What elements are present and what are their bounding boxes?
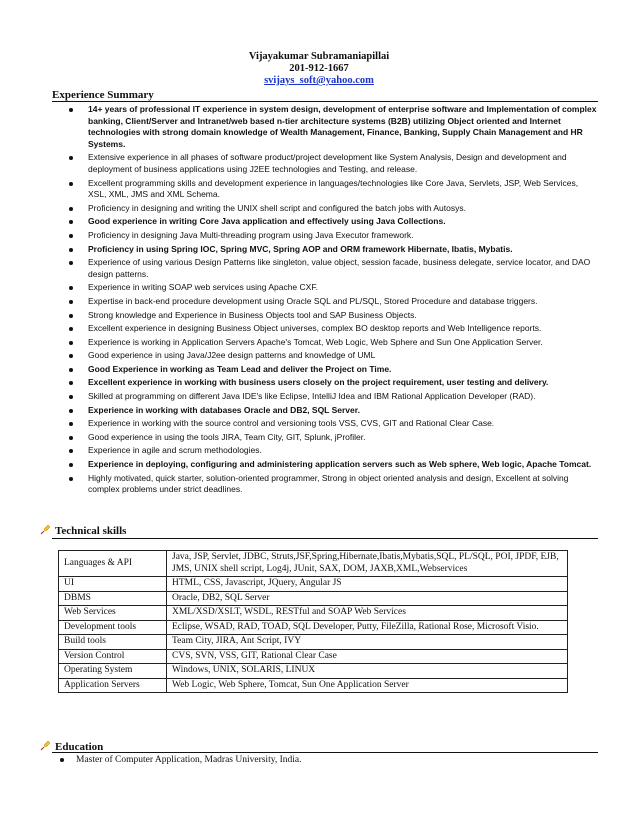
table-row: [59, 649, 568, 664]
summary-item: [52, 337, 598, 349]
bullet-icon: [69, 286, 73, 290]
table-row: [59, 678, 568, 693]
candidate-email-link[interactable]: svijays_soft@yahoo.com: [264, 75, 374, 86]
experience-summary-heading: Experience Summary: [52, 89, 154, 101]
summary-item-text: Experience in agile and scrum methodologies.: [88, 445, 262, 456]
summary-item: [52, 377, 598, 389]
summary-item-text: Expertise in back-end procedure development using Oracle SQL and PL/SQL, Stored Procedure and database triggers.: [88, 295, 538, 306]
pushpin-icon: [40, 524, 51, 535]
bullet-icon: [69, 381, 73, 385]
bullet-icon: [69, 477, 73, 481]
table-row: [59, 551, 568, 577]
summary-item: [52, 364, 598, 376]
skill-values: Java, JSP, Servlet, JDBC, Struts,JSF,Spring,Hibernate,Ibatis,Mybatis,SQL, PL/SQL, POI, JPDF, EJB, JMS, UNIX shell script, Log4j, JUnit, SAX, DOM, JAXB,XML,Webservices: [167, 551, 568, 577]
summary-item-text: Experience is working in Application Servers Apache's Tomcat, Web Logic, Web Sphere and Sun One Application Server.: [88, 336, 543, 347]
summary-item: [52, 296, 598, 308]
summary-item: [52, 418, 598, 430]
bullet-icon: [69, 300, 73, 304]
section-divider: [52, 538, 598, 539]
summary-item-text: Excellent experience in working with business users closely on the project requirement, user testing and delivery.: [88, 377, 549, 388]
bullet-icon: [69, 354, 73, 358]
skill-category: Operating System: [59, 664, 167, 679]
summary-item: [52, 459, 598, 471]
bullet-icon: [69, 220, 73, 224]
bullet-icon: [69, 395, 73, 399]
bullet-icon: [69, 327, 73, 331]
education-item-text: Master of Computer Application, Madras University, India.: [76, 755, 302, 765]
summary-item-text: Experience in working with the source control and versioning tools VSS, CVS, GIT and Rational Clear Case.: [88, 418, 495, 429]
skill-values: Team City, JIRA, Ant Script, IVY: [167, 635, 568, 650]
table-row: [59, 577, 568, 592]
table-row: [59, 591, 568, 606]
summary-item-text: Excellent experience in designing Business Object universes, complex BO desktop reports and Web Intelligence reports.: [88, 323, 542, 334]
skill-values: HTML, CSS, Javascript, JQuery, Angular JS: [167, 577, 568, 592]
summary-item: [52, 405, 598, 417]
bullet-icon: [69, 341, 73, 345]
skill-category: UI: [59, 577, 167, 592]
bullet-icon: [69, 207, 73, 211]
summary-item: [52, 391, 598, 403]
summary-item: [52, 257, 598, 280]
bullet-icon: [69, 234, 73, 238]
skill-category: Development tools: [59, 620, 167, 635]
summary-item-text: Highly motivated, quick starter, solution-oriented programmer, Strong in object oriented analysis and design, Excellent at solving complex problems under strict deadlines.: [88, 472, 569, 495]
skill-category: Web Services: [59, 606, 167, 621]
summary-item-text: Skilled at programming on different Java IDE's like Eclipse, IntelliJ Idea and IBM Rational Application Developer (RAD).: [88, 391, 536, 402]
summary-item-text: Proficiency in designing Java Multi-threading program using Java Executor framework.: [88, 229, 414, 240]
summary-item: [52, 445, 598, 457]
education-title: Education: [55, 741, 104, 753]
summary-item: [52, 104, 598, 150]
candidate-phone: 201-912-1667: [289, 63, 349, 74]
summary-item: [52, 323, 598, 335]
summary-item-text: Good Experience in working as Team Lead and deliver the Project on Time.: [88, 363, 392, 374]
technical-skills-table: [58, 550, 568, 693]
skill-values: Web Logic, Web Sphere, Tomcat, Sun One Application Server: [167, 678, 568, 693]
bullet-icon: [60, 758, 64, 762]
summary-item-text: Experience of using various Design Patterns like singleton, value object, session facade, business delegate, service locator, and DAO design patterns.: [88, 257, 591, 279]
bullet-icon: [69, 108, 73, 112]
bullet-icon: [69, 248, 73, 252]
pushpin-icon: [40, 740, 51, 751]
technical-skills-heading: [40, 524, 126, 537]
summary-item: [52, 230, 598, 242]
summary-item: [52, 282, 598, 294]
table-row: [59, 635, 568, 650]
summary-item: [52, 350, 598, 362]
summary-item-text: Good experience in using the tools JIRA, Team City, GIT, Splunk, jProfiler.: [88, 431, 366, 442]
section-divider: [52, 101, 598, 102]
section-divider: [52, 752, 598, 753]
summary-item-text: Excellent programming skills and development experience in languages/technologies like Core Java, Servlets, JSP, Web Services, XSL, XML, JMS and XML Schema.: [88, 177, 579, 200]
summary-item-text: Extensive experience in all phases of software product/project development like System Analysis, Design and development and deployment of business applications using J2EE technologies and Testing, and release.: [88, 152, 567, 174]
summary-item-text: Proficiency in designing and writing the UNIX shell script and configured the batch jobs with Autosys.: [88, 202, 466, 213]
summary-item: [52, 473, 598, 496]
bullet-icon: [69, 314, 73, 318]
list-item: [52, 754, 598, 766]
skill-values: CVS, SVN, VSS, GIT, Rational Clear Case: [167, 649, 568, 664]
education-list: [52, 754, 598, 766]
technical-skills-title: Technical skills: [55, 525, 127, 537]
summary-item: [52, 244, 598, 256]
summary-item-text: 14+ years of professional IT experience in system design, development of enterprise software and Implementation of complex banking, Client/Server and Intranet/web based n-tier architecture systems (B2B) utilizing Object oriented and Internet technologies with strong domain knowledge of Wealth Management, Finance, Banking, Supply Chain Management and HR Systems.: [88, 104, 597, 149]
skill-values: Windows, UNIX, SOLARIS, LINUX: [167, 664, 568, 679]
resume-header: [0, 51, 638, 87]
skill-category: Version Control: [59, 649, 167, 664]
skill-category: Build tools: [59, 635, 167, 650]
summary-item-text: Strong knowledge and Experience in Business Objects tool and SAP Business Objects.: [88, 309, 417, 320]
skill-values: Eclipse, WSAD, RAD, TOAD, SQL Developer, Putty, FileZilla, Rational Rose, Microsoft Visio.: [167, 620, 568, 635]
summary-item: [52, 310, 598, 322]
bullet-icon: [69, 409, 73, 413]
bullet-icon: [69, 436, 73, 440]
bullet-icon: [69, 463, 73, 467]
table-row: [59, 620, 568, 635]
summary-item-text: Good experience in writing Core Java application and effectively using Java Collections.: [88, 216, 446, 227]
summary-item: [52, 216, 598, 228]
summary-item-text: Experience in deploying, configuring and administering application servers such as Web sphere, Web logic, Apache Tomcat.: [88, 459, 592, 470]
summary-item-text: Experience in writing SOAP web services using Apache CXF.: [88, 282, 318, 293]
summary-item-text: Proficiency in using Spring IOC, Spring MVC, Spring AOP and ORM framework Hibernate, Ibatis, Mybatis.: [88, 243, 513, 254]
skill-values: Oracle, DB2, SQL Server: [167, 591, 568, 606]
table-row: [59, 606, 568, 621]
bullet-icon: [69, 261, 73, 265]
bullet-icon: [69, 368, 73, 372]
summary-item-text: Experience in working with databases Oracle and DB2, SQL Server.: [88, 404, 360, 415]
skill-category: DBMS: [59, 591, 167, 606]
summary-item: [52, 203, 598, 215]
bullet-icon: [69, 449, 73, 453]
candidate-name: Vijayakumar Subramaniapillai: [248, 51, 390, 62]
skill-values: XML/XSD/XSLT, WSDL, RESTful and SOAP Web Services: [167, 606, 568, 621]
summary-item: [52, 432, 598, 444]
skill-category: Languages & API: [59, 551, 167, 577]
table-row: [59, 664, 568, 679]
summary-item: [52, 152, 598, 175]
experience-summary-list: [52, 104, 598, 498]
bullet-icon: [69, 156, 73, 160]
summary-item: [52, 178, 598, 201]
bullet-icon: [69, 422, 73, 426]
skill-category: Application Servers: [59, 678, 167, 693]
summary-item-text: Good experience in using Java/J2ee design patterns and knowledge of UML: [88, 350, 376, 361]
bullet-icon: [69, 182, 73, 186]
